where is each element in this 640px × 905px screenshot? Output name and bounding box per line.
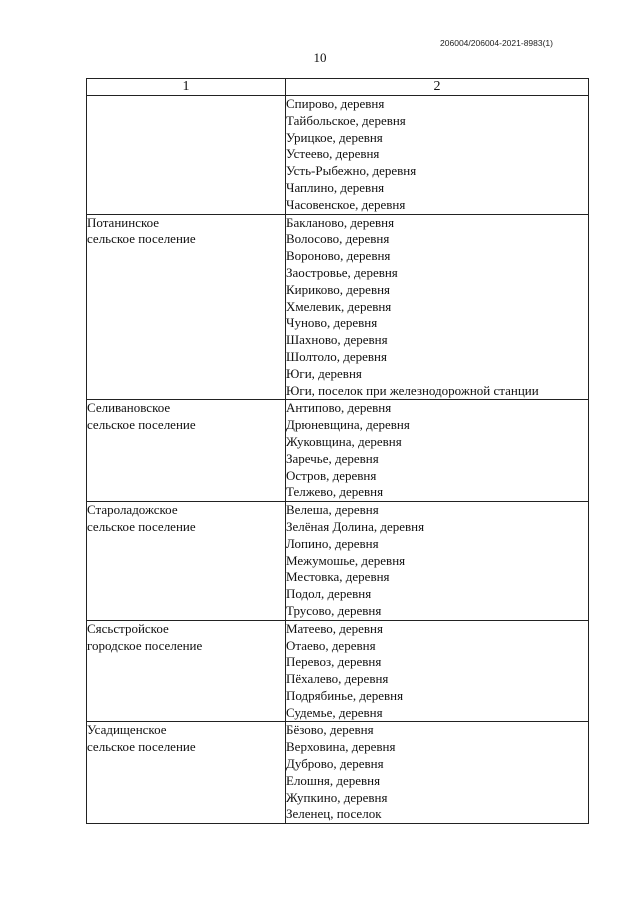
settlement-name-line: городское поселение (87, 637, 203, 653)
column-header-2: 2 (286, 79, 589, 96)
villages-cell (286, 722, 589, 824)
village-name: Трусово, деревня (286, 602, 382, 618)
table-row (87, 620, 589, 722)
settlement-name-line: Потанинское (87, 214, 160, 230)
settlement-name-line: Сясьстройское (87, 620, 169, 636)
village-name: Часовенское, деревня (286, 196, 406, 212)
village-name: Тайбольское, деревня (286, 112, 406, 128)
settlement-name-line (87, 113, 285, 130)
village-name: Остров, деревня (286, 467, 377, 483)
village-name: Спирово, деревня (286, 96, 385, 111)
column-header-1: 1 (87, 79, 286, 96)
village-name: Местовка, деревня (286, 569, 390, 585)
village-name: Волосово, деревня (286, 231, 390, 247)
settlement-name-line (87, 96, 285, 113)
village-name: Заречье, деревня (286, 450, 379, 466)
settlement-name-line: Селивановское (87, 400, 171, 416)
village-name: Пёхалево, деревня (286, 671, 389, 687)
village-name: Перевоз, деревня (286, 654, 382, 670)
settlement-name-line: Усадищенское (87, 722, 167, 738)
table-row (87, 96, 589, 215)
settlement-name-line: сельское поселение (87, 231, 196, 247)
village-name: Подол, деревня (286, 586, 372, 602)
villages-cell (286, 400, 589, 502)
village-name: Матеево, деревня (286, 620, 383, 636)
village-name: Юги, поселок при железнодорожной станции (286, 382, 539, 398)
table-row (87, 722, 589, 824)
table-row (87, 400, 589, 502)
villages-cell (286, 96, 589, 215)
villages-cell (286, 214, 589, 400)
settlements-table (86, 78, 589, 824)
village-name: Телжево, деревня (286, 484, 384, 500)
village-name: Юги, деревня (286, 365, 362, 381)
page-number: 10 (313, 50, 327, 65)
village-name: Жуковщина, деревня (286, 433, 402, 449)
settlement-cell (87, 502, 286, 621)
village-name: Чаплино, деревня (286, 179, 385, 195)
settlement-name-line: сельское поселение (87, 417, 196, 433)
settlement-cell (87, 400, 286, 502)
table-row (87, 214, 589, 400)
village-name: Шолтоло, деревня (286, 348, 387, 364)
village-name: Жупкино, деревня (286, 789, 388, 805)
village-name: Зелёная Долина, деревня (286, 518, 425, 534)
village-name: Бакланово, деревня (286, 214, 395, 230)
village-name: Отаево, деревня (286, 637, 376, 653)
village-name: Урицкое, деревня (286, 129, 383, 145)
village-name: Бёзово, деревня (286, 722, 374, 738)
settlement-cell (87, 96, 286, 215)
village-name: Шахново, деревня (286, 332, 388, 348)
village-name: Зеленец, поселок (286, 806, 382, 822)
settlement-cell (87, 214, 286, 400)
village-name: Дрюневщина, деревня (286, 417, 410, 433)
settlement-cell (87, 722, 286, 824)
village-name: Устеево, деревня (286, 146, 380, 162)
village-name: Чуново, деревня (286, 315, 378, 331)
village-name: Вороново, деревня (286, 248, 391, 264)
settlement-name-line: сельское поселение (87, 518, 196, 534)
village-name: Верховина, деревня (286, 739, 396, 755)
village-name: Межумошье, деревня (286, 552, 406, 568)
village-name: Елошня, деревня (286, 772, 381, 788)
village-name: Кириково, деревня (286, 281, 391, 297)
village-name: Подрябинье, деревня (286, 687, 404, 703)
settlement-cell (87, 620, 286, 722)
document-id: 206004/206004-2021-8983(1) (440, 38, 553, 48)
village-name: Судемье, деревня (286, 704, 383, 720)
header-row (87, 79, 589, 96)
village-name: Усть-Рыбежно, деревня (286, 163, 417, 179)
village-name: Антипово, деревня (286, 400, 392, 416)
table-row (87, 502, 589, 621)
villages-cell (286, 620, 589, 722)
settlement-name-line: сельское поселение (87, 739, 196, 755)
village-name: Лопино, деревня (286, 535, 379, 551)
village-name: Хмелевик, деревня (286, 298, 392, 314)
village-name: Велеша, деревня (286, 502, 379, 518)
settlement-name-line: Староладожское (87, 502, 178, 518)
village-name: Дуброво, деревня (286, 756, 384, 772)
villages-cell (286, 502, 589, 621)
village-name: Заостровье, деревня (286, 264, 398, 280)
